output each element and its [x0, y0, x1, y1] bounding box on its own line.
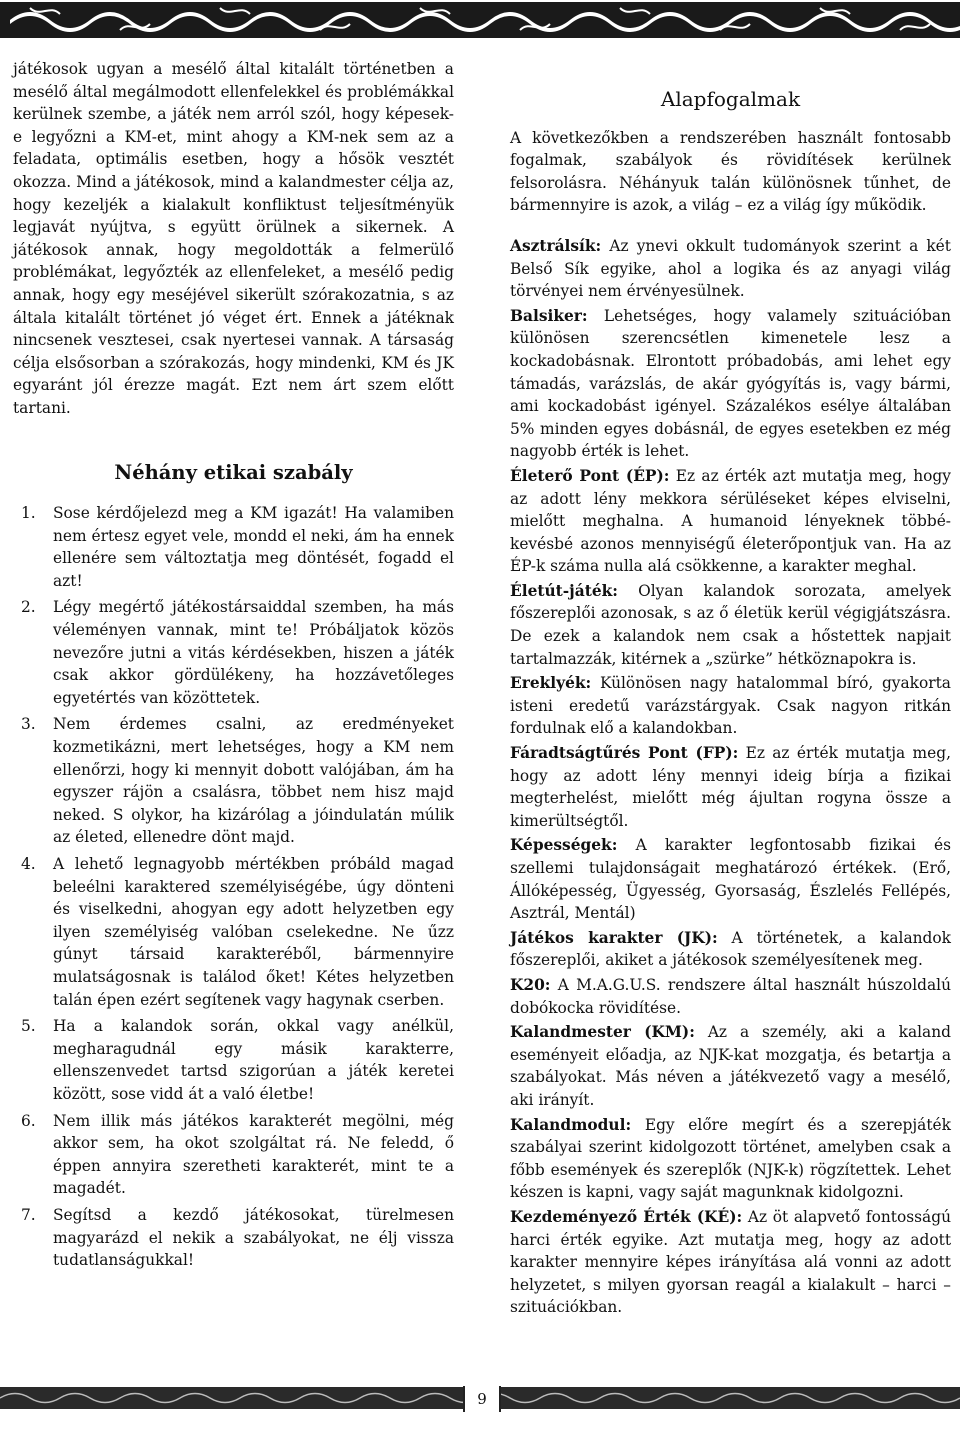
glossary-term: Kezdeményező Érték (KÉ):	[510, 1207, 743, 1226]
ornamental-header-banner	[0, 0, 960, 40]
glossary-definition: A M.A.G.U.S. rendszere által használt húszoldalú dobókocka rövidítése.	[510, 975, 951, 1017]
rule-text: Ha a kalandok során, okkal vagy anélkül, megharagudnál egy másik karakterre, ellenszenvedet tartsd szigorúan a játék keretei között, sose vidd át a való életbe!	[53, 1017, 454, 1103]
glossary-definition: Az a személy, aki a kaland eseményeit előadja, az NJK-kat mozgatja, és betartja a szabályokat. Más néven a játékvezető vagy a mesélő, aki irányít.	[510, 1023, 951, 1109]
glossary-term: Kalandmester (KM):	[510, 1023, 695, 1042]
intro-paragraph: játékosok ugyan a mesélő által kitalált történetben a mesélő által megálmodott ellenfelekkel és problémákkal kerülnek szembe, a játék nem arról szól, hogy képesek-e legyőzni a KM-et, mint ahogy a KM-nek sem az a feladata, optimális esetben, hogy a hősök vesztét okozza. Mind a játékosok, mind a kalandmester célja az, hogy kezeljék a kialakult konfliktust teljesítményük legjavát nyújtva, s együtt örülnek a sikernek. A játékosok annak, hogy megoldották a felmerülő problémákat, legyőzték az ellenfeleket, a mesélő pedig annak, hogy egy meséjével sikerült szórakozatnia, s az általa kitalált történet jó véget ért. Ennek a játéknak nincsenek vesztesei, csak nyertesei vannak. A társaság célja elsősorban a szórakozás, hogy mindenki, KM és JK egyaránt jól érezze magát. Ezt nem árt szem előtt tartani.	[13, 60, 454, 417]
glossary-entry	[510, 1021, 951, 1111]
rule-number: 3.	[21, 715, 36, 734]
glossary-definition: Olyan kalandok sorozata, amelyek főszereplői azonosak, s az ő életük kerül végigjátszásra. De ezek a kalandok nem csak a hőstettek napjait tartalmazzák, kitérnek a „szürke” hétköznapokra is.	[510, 581, 951, 668]
rule-number: 6.	[21, 1111, 36, 1130]
rule-text: Nem illik más játékos karakterét megölni, még akkor sem, ha okot szolgáltat rá. Ne feledd, ő éppen annyira szeretheti karakterét, mint te a magadét.	[53, 1111, 454, 1198]
glossary-entry	[510, 834, 951, 924]
glossary-definition: Az öt alapvető fontosságú harci érték egyike. Azt mutatja meg, hogy az adott karakter mennyire képes irányítása alá vonni az adott helyzetet, s milyen gyorsan reagál a kialakult – harci – szituációkban.	[510, 1207, 951, 1317]
glossary-entry	[510, 1206, 951, 1319]
glossary-definition: Az ynevi okkult tudományok szerint a két Belső Sík egyike, ahol a logika és az anyagi világ törvényei nem érvényesülnek.	[510, 236, 951, 301]
glossary-intro: A következőkben a rendszerében használt fontosabb fogalmak, szabályok és rövidítések kerülnek felsorolásra. Néhányuk talán különösnek tűnhet, de bármennyire is azok, a világ – ez a világ így működik.	[510, 128, 951, 215]
rule-number: 5.	[21, 1017, 36, 1036]
left-column	[13, 58, 454, 1276]
right-column	[510, 88, 951, 1321]
glossary-term: Fáradtságtűrés Pont (FP):	[510, 744, 739, 763]
rule-item	[13, 596, 454, 709]
glossary-definition: Ez az érték mutatja meg, hogy az adott lény mennyi ideig bírja a fizikai megterhelést, mielőtt még ájultan rogyna össze a kimerültségtől.	[510, 744, 951, 830]
glossary-term: Kalandmodul:	[510, 1115, 632, 1134]
glossary-definition: Ez az érték azt mutatja meg, hogy az adott lény mekkora sérüléseket képes elviselni, mielőtt meghalna. A humanoid lényeknek többé-kevésbé azonos mennyiségű életerőpontjuk van. Ha az ÉP-k száma nulla alá csökkenne, a karakter meghal.	[510, 466, 951, 576]
glossary-term: Életút-játék:	[510, 581, 618, 600]
page-number: 9	[463, 1386, 501, 1412]
rule-item	[13, 853, 454, 1011]
rule-text: A lehető legnagyobb mértékben próbáld magad beleélni karaktered személyiségébe, úgy dönteni és viselkedni, ahogyan egy adott helyzetben egy ilyen személyiség valóban cselekedne. Ne űzz gúnyt társaid karakteréből, bármennyire mulatságosnak is találod őket! Kétes helyzetben talán épen ezért segítenek vagy hagynak cserben.	[53, 855, 454, 1009]
rule-item	[13, 713, 454, 849]
rule-number: 1.	[21, 504, 36, 523]
glossary-entry	[510, 465, 951, 578]
glossary-definition: A karakter legfontosabb fizikai és szellemi tulajdonságait meghatározó értékek. (Erő, Állóképesség, Ügyesség, Gyorsaság, Észlelés Fellépés, Asztrál, Mentál)	[510, 836, 951, 923]
rule-item	[13, 1204, 454, 1272]
rule-number: 7.	[21, 1205, 36, 1224]
rule-text: Nem érdemes csalni, az eredményeket kozmetikázni, mert lehetséges, hogy a KM nem ellenőrzi, hogy ki mennyit dobott valójában, ám ha egyszer rájön a csalásra, többet nem hisz majd neked. S olykor, ha kizárólag a jóindulatán múlik az életed, ellenedre dönt majd.	[53, 715, 454, 847]
glossary-entry	[510, 1114, 951, 1204]
glossary-term: Játékos karakter (JK):	[510, 928, 718, 947]
rule-text: Sose kérdőjelezd meg a KM igazát! Ha valamiben nem értesz egyet vele, mondd el neki, ám ha ennek ellenére sem változtatja meg döntését, fogadd el azt!	[53, 504, 454, 590]
glossary-entry	[510, 580, 951, 670]
rule-item	[13, 502, 454, 592]
glossary-term: Balsiker:	[510, 306, 588, 325]
glossary-entry	[510, 742, 951, 832]
glossary-definition: Különösen nagy hatalommal bíró, gyakorta isteni eredetű varázstárgyak. Csak nagyon ritkán fordulnak elő a kalandokban.	[510, 674, 951, 738]
glossary-term: Ereklyék:	[510, 674, 592, 693]
glossary-entry	[510, 672, 951, 740]
glossary-entry	[510, 927, 951, 972]
glossary-term: Életerő Pont (ÉP):	[510, 466, 670, 485]
rule-number: 2.	[21, 598, 36, 617]
rule-text: Segítsd a kezdő játékosokat, türelmesen magyarázd el nekik a szabályokat, ne élj vissza tudatlanságukkal!	[53, 1205, 454, 1270]
glossary-definition: Lehetséges, hogy valamely szituációban különösen szerencsétlen kimenetele lesz a kockadobásnak. Elrontott próbadobás, ami lehet egy támadás, varázslás, de akár gyógyítás is, vagy bármi, ami kockadobást igényel. Százalékos esélye általában 5% minden egyes dobásnál, de egyes esetekben ez még nagyobb érték is lehet.	[510, 306, 951, 461]
ethics-rules-list	[13, 502, 454, 1272]
glossary-entry	[510, 305, 951, 463]
glossary-entry	[510, 974, 951, 1019]
glossary-definition: Egy előre megírt és a szerepjáték szabályai szerint kidolgozott történet, amelyben csak a főbb események és szereplők (NJK-k) rögzítettek. Lehet készen is kapni, vagy saját magunknak kidolgozni.	[510, 1115, 951, 1202]
rule-item	[13, 1015, 454, 1105]
glossary-entry	[510, 235, 951, 303]
glossary-heading: Alapfogalmak	[660, 87, 801, 111]
glossary-term: K20:	[510, 975, 551, 994]
rule-text: Légy megértő játékostársaiddal szemben, ha más véleményen vannak, mint te! Próbáljatok közös nevezőre jutni a vitás kérdésekben, hiszen a játék csak akkor gördülékeny, ha hozzávetőleges egyetértés van közöttetek.	[53, 598, 454, 707]
glossary-term: Asztrálsík:	[510, 236, 602, 255]
rule-number: 4.	[21, 855, 36, 873]
ethics-heading: Néhány etikai szabály	[114, 460, 353, 484]
rule-item	[13, 1110, 454, 1200]
glossary-term: Képességek:	[510, 836, 618, 855]
glossary-definition: A történetek, a kalandok főszereplői, akiket a játékosok személyesítenek meg.	[510, 928, 951, 970]
